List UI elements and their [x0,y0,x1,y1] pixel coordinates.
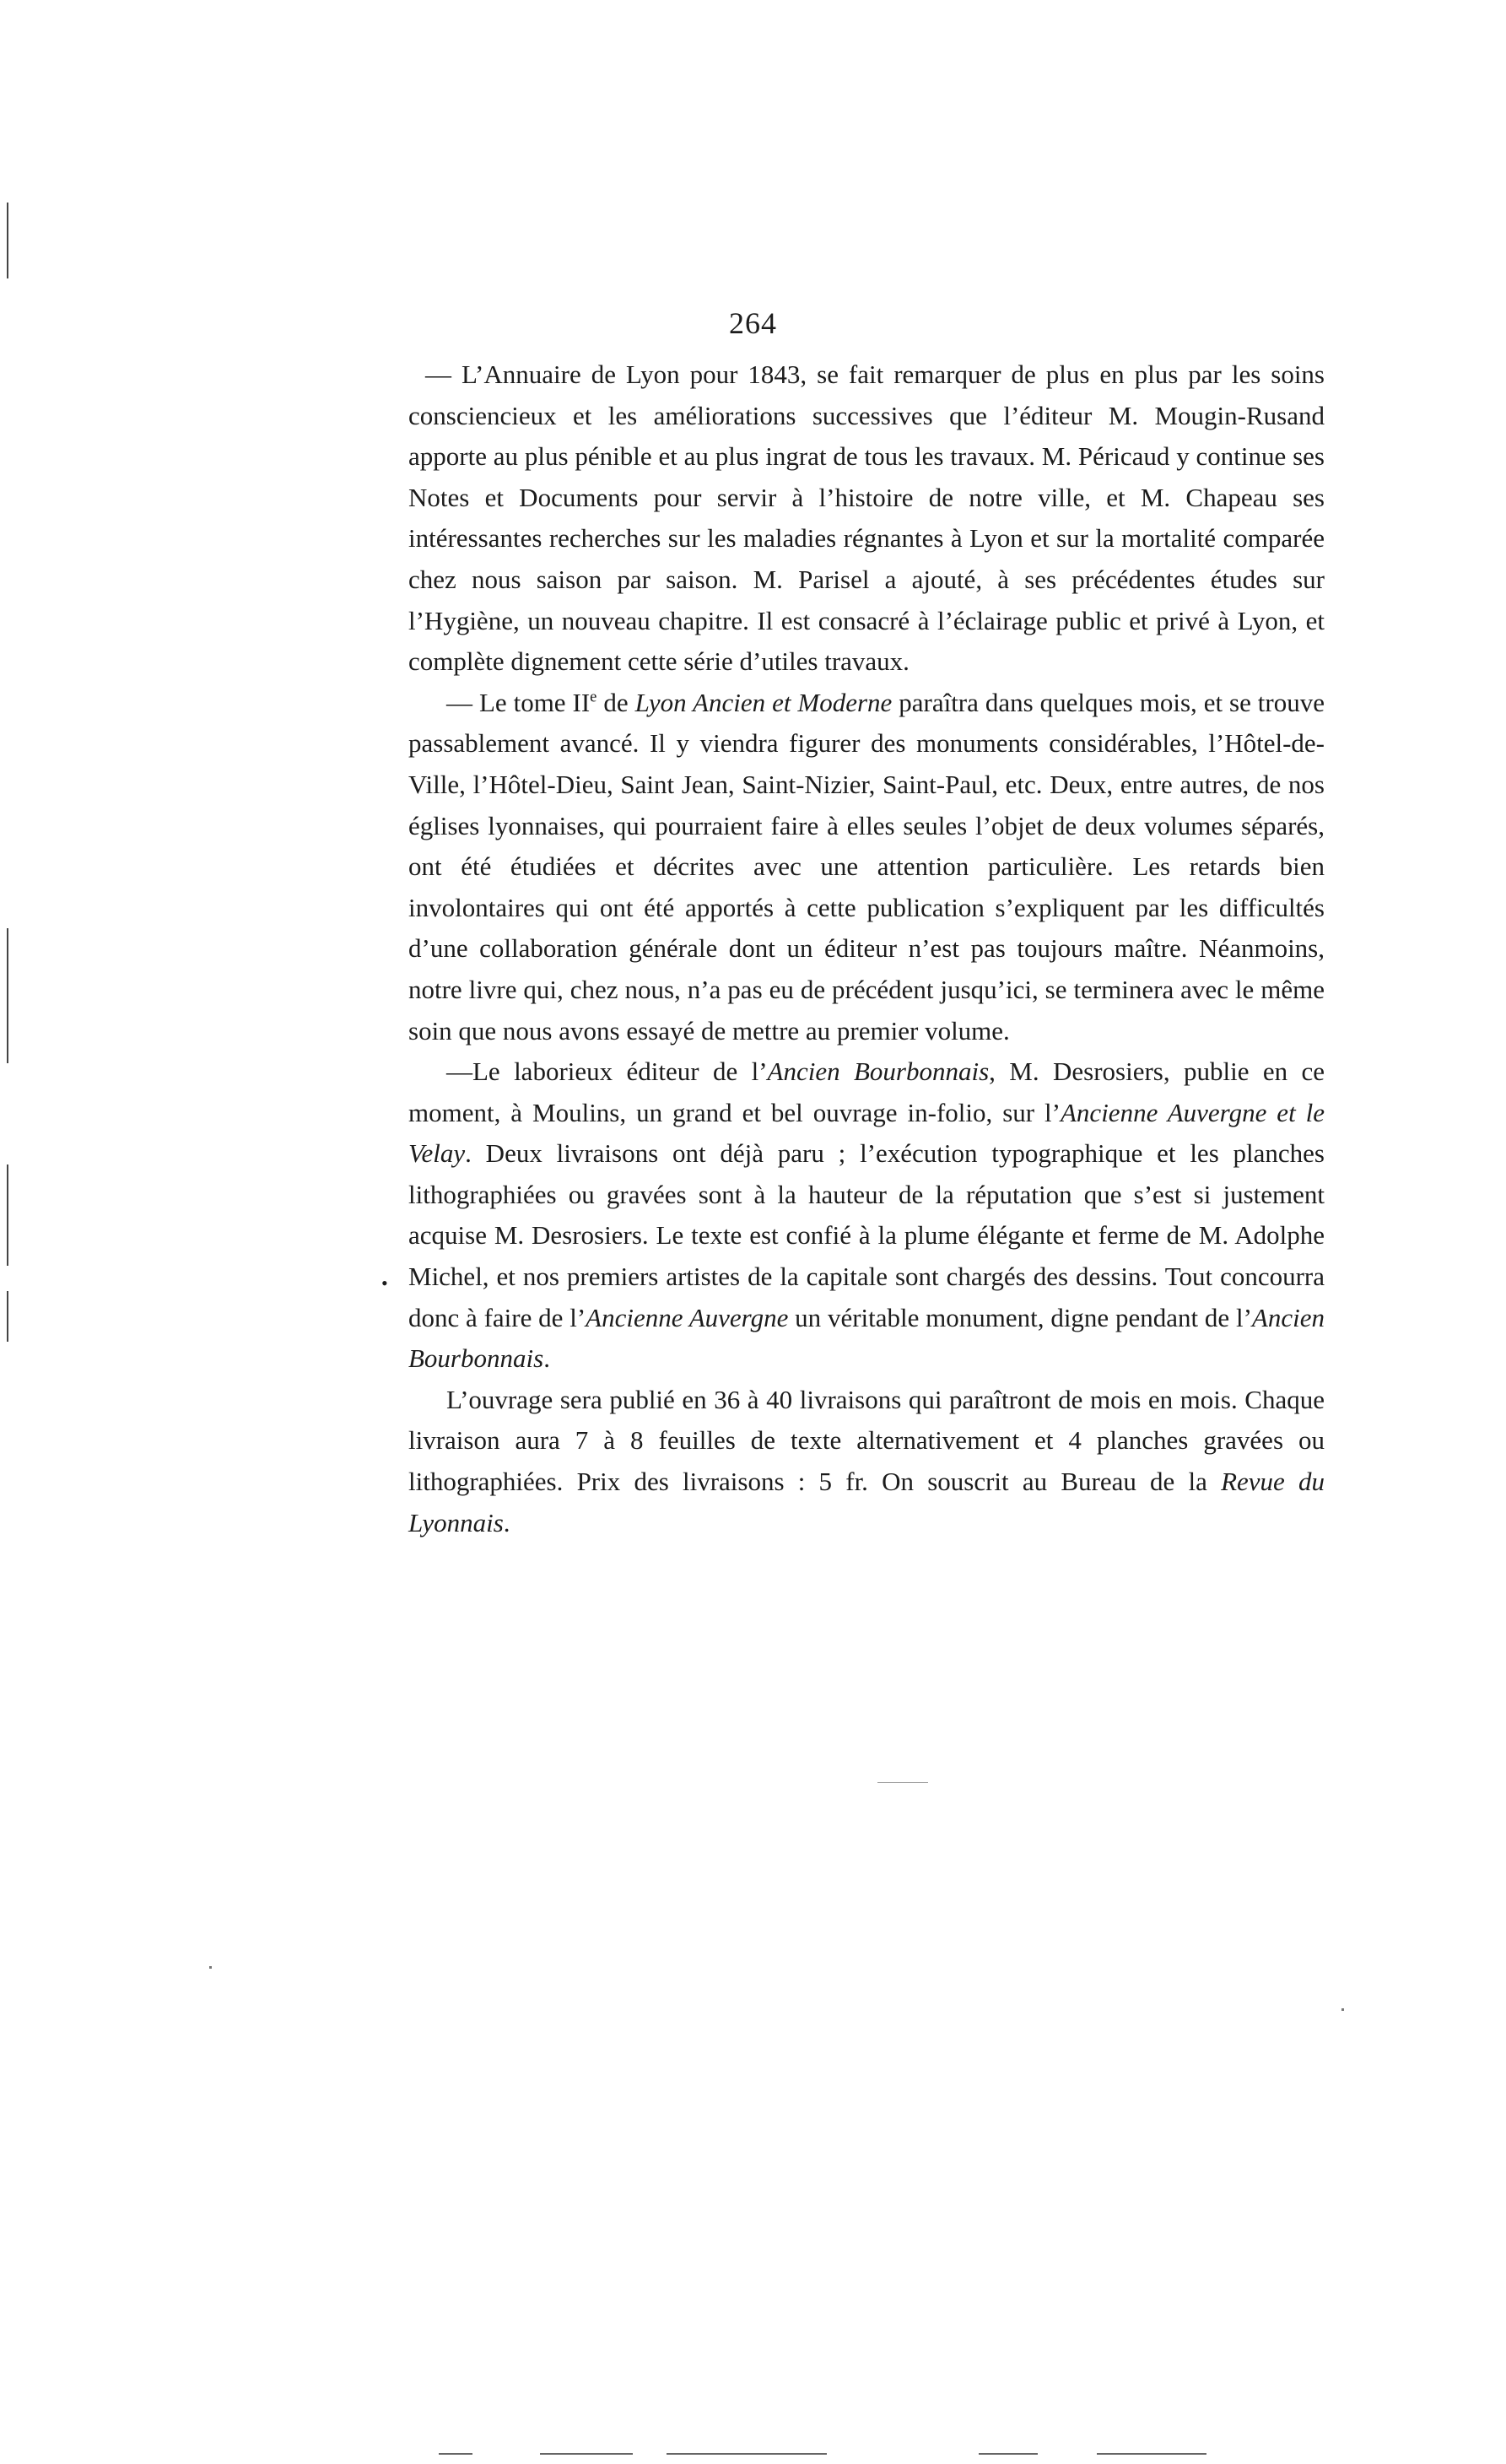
superscript: e [590,688,597,706]
paragraph-text: . [543,1343,550,1374]
paragraph-subscription [408,1380,1325,1543]
paragraph-text: — L’Annuaire de Lyon pour 1843, se fait remarquer de plus en plus par les soins consciencieux et les améliorations successives que l’éditeur M. Mougin-Rusand apporte au plus pénible et au plus ingrat de tous les travaux. M. Péricaud y continue ses Notes et Documents pour servir à l’histoire de notre ville, et M. Chapeau ses intéressantes recherches sur les maladies régnantes à Lyon et sur la mortalité comparée chez nous saison par saison. M. Parisel a ajouté, à ses précédentes études sur l’Hygiène, un nouveau chapitre. Il est consacré à l’éclairage public et privé à Lyon, et complète dignement cette série d’utiles travaux. [408,359,1325,677]
paragraph-text: — Le tome II [446,687,591,717]
paragraph-auvergne [408,1051,1325,1380]
paragraph-annuaire [408,354,1325,683]
scan-edge-mark [7,1291,8,1342]
scan-edge-mark [7,203,8,278]
paragraph-lyon-ancien [408,683,1325,1051]
scan-speck [1341,2008,1344,2011]
paragraph-text: —Le laborieux éditeur de l’ [446,1056,768,1087]
paragraph-text: , M. Desrosiers, publie en ce moment, à Moulins, un grand et bel ouvrage in-folio, sur l’ [408,1056,1325,1127]
book-title: Ancienne Auvergne et le Velay [408,1097,1325,1169]
scan-bottom-rule [667,2453,827,2455]
article-text [408,354,1325,1543]
scan-bottom-rule [1097,2453,1206,2455]
scan-speck [877,1782,928,1783]
paragraph-text: de [596,687,635,717]
paragraph-text: . [503,1507,510,1537]
scan-bottom-rule [540,2453,633,2455]
margin-mark: • [381,1273,388,1294]
book-title: Ancien Bourbonnais [408,1302,1325,1374]
book-title: Ancien Bourbonnais [767,1056,990,1087]
journal-title: Revue du Lyonnais [408,1467,1325,1537]
paragraph-text: . Deux livraisons ont déjà paru ; l’exécution typographique et les planches lithographiées ou gravées sont à la hauteur de la réputation que s’est si justement acquise M. Desrosiers. Le texte est confié à la plume élégante et ferme de M. Adolphe Michel, et nos premiers artistes de la capitale sont chargés des dessins. Tout concourra donc à faire de l’ [408,1138,1325,1332]
paragraph-text: paraîtra dans quelques mois, et se trouve passablement avancé. Il y viendra figurer des monuments considérables, l’Hôtel-de-Ville, l’Hôtel-Dieu, Saint Jean, Saint-Nizier, Saint-Paul, etc. Deux, entre autres, de nos églises lyonnaises, qui pourraient faire à elles seules l’objet de deux volumes séparés, ont été étudiées et décrites avec une attention particulière. Les retards bien involontaires qui ont été apportés à cette publication s’expliquent par les difficultés d’une collaboration générale dont un éditeur n’est pas toujours maître. Néanmoins, notre livre qui, chez nous, n’a pas eu de précédent jusqu’ici, se terminera avec le même soin que nous avons essayé de mettre au premier volume. [408,687,1325,1046]
book-title: Ancienne Auvergne [586,1302,789,1332]
scan-speck [209,1966,212,1969]
scan-bottom-rule [979,2453,1038,2455]
scan-edge-mark [7,1164,8,1266]
paragraph-text: L’ouvrage sera publié en 36 à 40 livraisons qui paraîtront de mois en mois. Chaque livraison aura 7 à 8 feuilles de texte alternativement et 4 planches gravées ou lithographiées. Prix des livraisons : 5 fr. On souscrit au Bureau de la [408,1384,1325,1497]
book-title: Lyon Ancien et Moderne [634,687,893,717]
scan-bottom-rule [439,2453,472,2455]
scan-edge-mark [7,928,8,1063]
paragraph-text: un véritable monument, digne pendant de l’ [788,1302,1252,1332]
page-number: 264 [729,306,777,340]
